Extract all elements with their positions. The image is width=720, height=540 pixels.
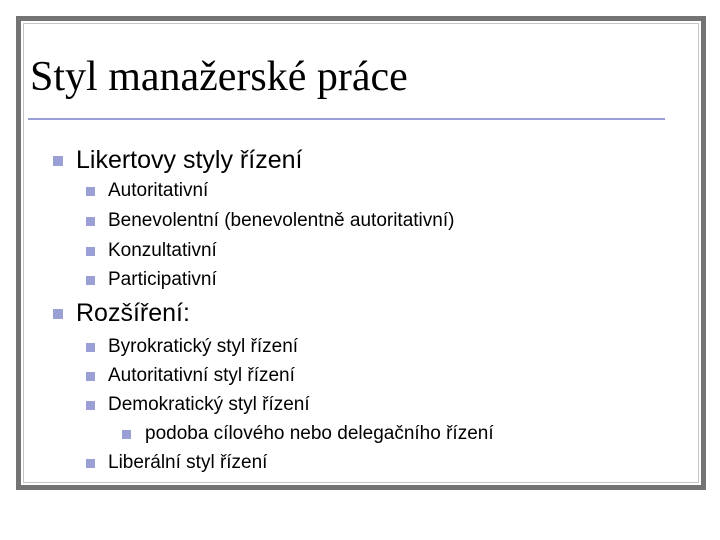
bullet-square-icon — [86, 187, 95, 196]
bullet-square-icon — [86, 401, 95, 410]
bullet-square-icon — [86, 343, 95, 352]
bullet-square-icon — [53, 309, 63, 319]
list-item: Konzultativní — [108, 240, 217, 261]
sub-list-item: podoba cílového nebo delegačního řízení — [145, 423, 494, 444]
bullet-square-icon — [86, 247, 95, 256]
list-item: Byrokratický styl řízení — [108, 336, 299, 357]
title-divider — [28, 118, 665, 120]
list-item: Participativní — [108, 269, 217, 290]
bullet-square-icon — [122, 430, 131, 439]
list-item: Demokratický styl řízení — [108, 394, 310, 415]
list-item: Autoritativní — [108, 180, 209, 201]
list-item: Benevolentní (benevolentně autoritativní) — [108, 210, 455, 231]
list-item: Liberální styl řízení — [108, 452, 268, 473]
bullet-square-icon — [86, 217, 95, 226]
slide-title: Styl manažerské práce — [30, 54, 408, 100]
section-heading-likert: Likertovy styly řízení — [76, 146, 303, 174]
bullet-square-icon — [86, 276, 95, 285]
list-item: Autoritativní styl řízení — [108, 365, 295, 386]
section-heading-extension: Rozšíření: — [76, 299, 190, 327]
bullet-square-icon — [53, 156, 63, 166]
bullet-square-icon — [86, 459, 95, 468]
bullet-square-icon — [86, 372, 95, 381]
